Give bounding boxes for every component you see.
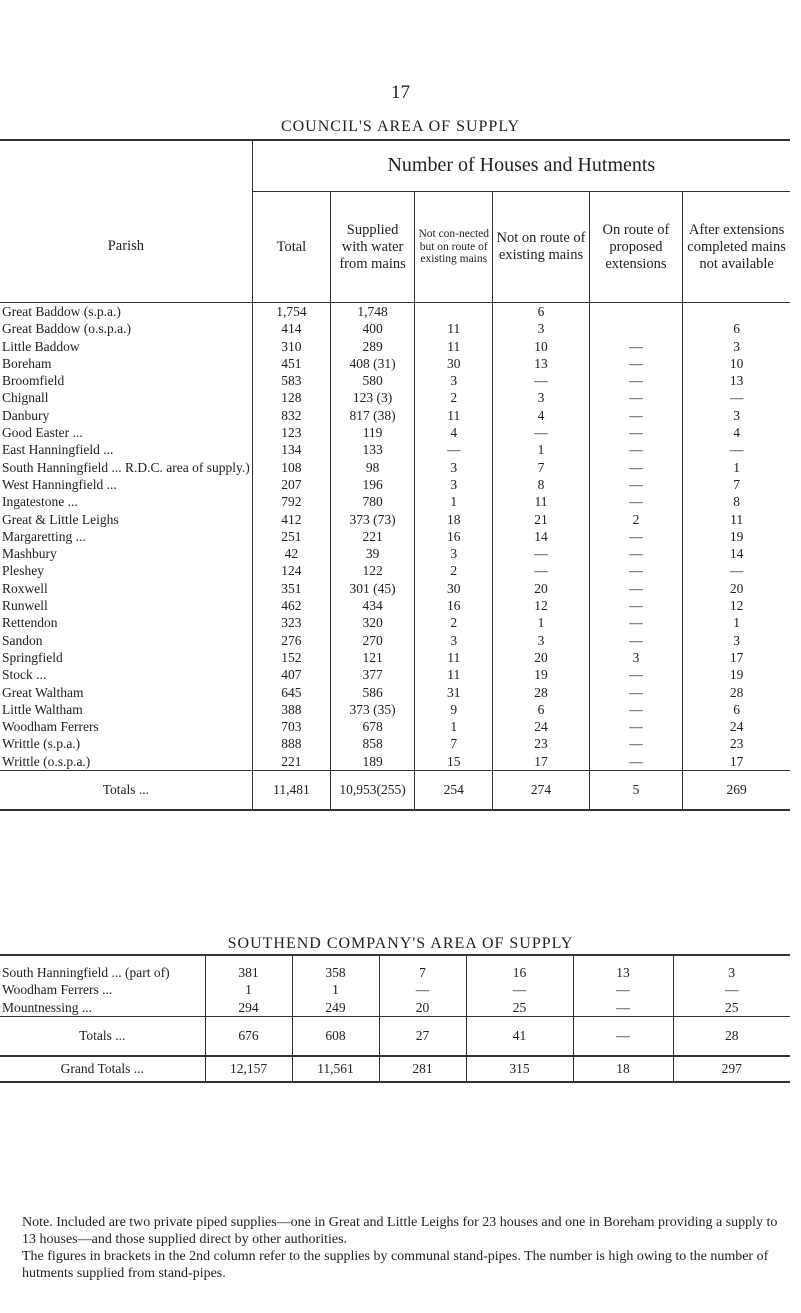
table-row xyxy=(0,955,790,981)
value-cell: 10 xyxy=(493,338,589,355)
value-cell: 9 xyxy=(415,701,493,718)
col-not-on-route: Not on route of existing mains xyxy=(493,192,589,303)
value-cell: 414 xyxy=(252,320,330,337)
value-cell: — xyxy=(573,999,673,1017)
council-supply-table xyxy=(0,139,790,811)
value-cell: 703 xyxy=(252,718,330,735)
value-cell: 3 xyxy=(589,649,683,666)
value-cell: 408 (31) xyxy=(331,355,415,372)
value-cell: 23 xyxy=(683,735,790,752)
col-proposed: On route of proposed extensions xyxy=(589,192,683,303)
parish-cell: Margaretting ... xyxy=(2,528,86,544)
value-cell: 294 xyxy=(205,999,292,1017)
value-cell: 25 xyxy=(466,999,573,1017)
value-cell: — xyxy=(589,528,683,545)
value-cell: 645 xyxy=(252,684,330,701)
parish-cell: Ingatestone ... xyxy=(2,494,78,510)
value-cell: 412 xyxy=(252,511,330,528)
value-cell: 3 xyxy=(415,459,493,476)
value-cell: 12 xyxy=(683,597,790,614)
value-cell: 2 xyxy=(415,562,493,579)
value-cell: 123 (3) xyxy=(331,389,415,406)
value-cell: 2 xyxy=(589,511,683,528)
table-row xyxy=(0,528,790,545)
value-cell: 792 xyxy=(252,493,330,510)
totals-row xyxy=(0,1016,790,1056)
value-cell: 251 xyxy=(252,528,330,545)
parish-cell: South Hanningfield ... (part of) xyxy=(0,955,205,981)
parish-cell: Grand Totals ... xyxy=(0,1056,205,1082)
table-row xyxy=(0,580,790,597)
table-row xyxy=(0,753,790,771)
value-cell: 19 xyxy=(493,666,589,683)
value-cell: 16 xyxy=(415,597,493,614)
value-cell: 388 xyxy=(252,701,330,718)
value-cell: 98 xyxy=(331,459,415,476)
note-brackets: The figures in brackets in the 2nd column refer to the supplies by communal stand-pipes. The number is high owing to the number of hutments supplied from stand-pipes. xyxy=(22,1249,769,1281)
value-cell: 3 xyxy=(415,476,493,493)
value-cell: — xyxy=(589,666,683,683)
parish-cell: South Hanningfield ... R.D.C. area of supply.) xyxy=(2,459,250,475)
value-cell: 28 xyxy=(683,684,790,701)
value-cell: 15 xyxy=(415,753,493,771)
parish-cell: Great Baddow (s.p.a.) xyxy=(2,304,121,319)
value-cell: — xyxy=(683,562,790,579)
southend-supply-table xyxy=(0,954,790,1083)
value-cell: 8 xyxy=(683,493,790,510)
value-cell: 134 xyxy=(252,441,330,458)
value-cell: 7 xyxy=(683,476,790,493)
value-cell: 434 xyxy=(331,597,415,614)
value-cell: 6 xyxy=(493,303,589,321)
value-cell: — xyxy=(589,459,683,476)
parish-cell: Great Waltham xyxy=(2,684,84,700)
value-cell: 14 xyxy=(683,545,790,562)
value-cell: 1,748 xyxy=(331,303,415,321)
value-cell: 381 xyxy=(205,955,292,981)
value-cell: — xyxy=(589,632,683,649)
value-cell: 10,953(255) xyxy=(331,771,415,811)
table-row xyxy=(0,441,790,458)
parish-cell: Good Easter ... xyxy=(2,425,83,441)
value-cell: 25 xyxy=(673,999,790,1017)
table-row xyxy=(0,597,790,614)
value-cell: 1 xyxy=(415,718,493,735)
value-cell: — xyxy=(573,981,673,998)
value-cell: 780 xyxy=(331,493,415,510)
value-cell: 11 xyxy=(415,666,493,683)
value-cell: 41 xyxy=(466,1016,573,1056)
parish-cell: Runwell xyxy=(2,598,48,614)
value-cell: 1 xyxy=(292,981,379,998)
value-cell: 3 xyxy=(415,632,493,649)
value-cell: 289 xyxy=(331,338,415,355)
value-cell: 274 xyxy=(493,771,589,811)
value-cell: — xyxy=(466,981,573,998)
table-row xyxy=(0,701,790,718)
col-not-connected: Not con-nected but on route of existing mains xyxy=(415,192,493,303)
value-cell: — xyxy=(589,355,683,372)
value-cell: 11 xyxy=(493,493,589,510)
value-cell: 3 xyxy=(415,545,493,562)
value-cell: 400 xyxy=(331,320,415,337)
group-header: Number of Houses and Hutments xyxy=(252,140,790,192)
value-cell: 583 xyxy=(252,372,330,389)
value-cell: 7 xyxy=(379,955,466,981)
col-supplied: Supplied with water from mains xyxy=(331,192,415,303)
parish-cell: Mountnessing ... xyxy=(2,999,93,1015)
parish-cell: Chignall xyxy=(2,390,49,406)
value-cell xyxy=(589,303,683,321)
value-cell: 3 xyxy=(493,389,589,406)
value-cell: 586 xyxy=(331,684,415,701)
value-cell: 11 xyxy=(415,338,493,355)
value-cell: 2 xyxy=(415,614,493,631)
value-cell: 254 xyxy=(415,771,493,811)
col-after-extensions: After extensions completed mains not available xyxy=(683,192,790,303)
value-cell: 1 xyxy=(493,441,589,458)
value-cell: 323 xyxy=(252,614,330,631)
value-cell: — xyxy=(589,753,683,771)
value-cell: — xyxy=(589,545,683,562)
value-cell: — xyxy=(589,476,683,493)
table-row xyxy=(0,459,790,476)
table-row xyxy=(0,981,790,998)
value-cell: 3 xyxy=(415,372,493,389)
value-cell xyxy=(415,303,493,321)
value-cell: 13 xyxy=(493,355,589,372)
value-cell: 4 xyxy=(415,424,493,441)
value-cell: 351 xyxy=(252,580,330,597)
value-cell: 3 xyxy=(683,407,790,424)
value-cell: 407 xyxy=(252,666,330,683)
value-cell: 832 xyxy=(252,407,330,424)
parish-cell: Totals ... xyxy=(0,1016,205,1056)
table-row xyxy=(0,614,790,631)
parish-cell: Mashbury xyxy=(2,546,57,562)
value-cell: 4 xyxy=(683,424,790,441)
value-cell: 3 xyxy=(683,632,790,649)
value-cell: 14 xyxy=(493,528,589,545)
value-cell: — xyxy=(415,441,493,458)
value-cell: 817 (38) xyxy=(331,407,415,424)
value-cell: 3 xyxy=(493,632,589,649)
value-cell: 196 xyxy=(331,476,415,493)
value-cell: 133 xyxy=(331,441,415,458)
value-cell: — xyxy=(683,441,790,458)
parish-cell: Little Baddow xyxy=(2,338,80,354)
value-cell: 580 xyxy=(331,372,415,389)
value-cell: — xyxy=(589,562,683,579)
value-cell: 119 xyxy=(331,424,415,441)
value-cell: 11 xyxy=(683,511,790,528)
value-cell: 121 xyxy=(331,649,415,666)
value-cell: — xyxy=(589,407,683,424)
value-cell: 24 xyxy=(493,718,589,735)
table-row xyxy=(0,511,790,528)
notes xyxy=(22,1214,792,1282)
value-cell: — xyxy=(493,424,589,441)
value-cell: 19 xyxy=(683,528,790,545)
value-cell: 39 xyxy=(331,545,415,562)
value-cell: 27 xyxy=(379,1016,466,1056)
value-cell: 42 xyxy=(252,545,330,562)
value-cell: — xyxy=(589,441,683,458)
value-cell: 20 xyxy=(683,580,790,597)
col-total: Total xyxy=(252,192,330,303)
value-cell: 207 xyxy=(252,476,330,493)
value-cell: 11 xyxy=(415,320,493,337)
value-cell: 249 xyxy=(292,999,379,1017)
southend-area-title: SOUTHEND COMPANY'S AREA OF SUPPLY xyxy=(227,935,574,952)
value-cell: 3 xyxy=(683,338,790,355)
value-cell: 888 xyxy=(252,735,330,752)
parish-cell: East Hanningfield ... xyxy=(2,442,114,458)
value-cell: 608 xyxy=(292,1016,379,1056)
value-cell: 28 xyxy=(673,1016,790,1056)
value-cell: 16 xyxy=(415,528,493,545)
value-cell: — xyxy=(589,372,683,389)
parish-cell: Writtle (s.p.a.) xyxy=(2,736,81,752)
value-cell: — xyxy=(683,389,790,406)
value-cell: 2 xyxy=(415,389,493,406)
table-row xyxy=(0,407,790,424)
value-cell xyxy=(683,303,790,321)
value-cell: 297 xyxy=(673,1056,790,1082)
value-cell: 12,157 xyxy=(205,1056,292,1082)
value-cell: 373 (35) xyxy=(331,701,415,718)
value-cell: 123 xyxy=(252,424,330,441)
table-row xyxy=(0,303,790,321)
table-row xyxy=(0,718,790,735)
parish-cell: Little Waltham xyxy=(2,701,83,717)
parish-cell: Danbury xyxy=(2,407,50,423)
value-cell: 21 xyxy=(493,511,589,528)
value-cell: 7 xyxy=(415,735,493,752)
value-cell: — xyxy=(589,735,683,752)
parish-cell: Stock ... xyxy=(2,667,47,683)
grand-totals-row xyxy=(0,1056,790,1082)
value-cell: — xyxy=(493,372,589,389)
value-cell: 3 xyxy=(493,320,589,337)
value-cell: 6 xyxy=(683,320,790,337)
value-cell: 24 xyxy=(683,718,790,735)
table-row xyxy=(0,320,790,337)
value-cell: 152 xyxy=(252,649,330,666)
parish-cell: Springfield xyxy=(2,649,63,665)
value-cell: 301 (45) xyxy=(331,580,415,597)
value-cell: 20 xyxy=(493,580,589,597)
value-cell: 1 xyxy=(683,614,790,631)
value-cell: 122 xyxy=(331,562,415,579)
parish-cell: Roxwell xyxy=(2,580,48,596)
table-row xyxy=(0,684,790,701)
value-cell: 13 xyxy=(573,955,673,981)
value-cell: — xyxy=(589,597,683,614)
value-cell: 8 xyxy=(493,476,589,493)
value-cell: 11,481 xyxy=(252,771,330,811)
parish-cell: Great Baddow (o.s.p.a.) xyxy=(2,321,131,337)
value-cell: 17 xyxy=(493,753,589,771)
value-cell: — xyxy=(589,424,683,441)
table-row xyxy=(0,424,790,441)
value-cell: 221 xyxy=(331,528,415,545)
table-row xyxy=(0,355,790,372)
parish-cell: Boreham xyxy=(2,355,52,371)
value-cell: 31 xyxy=(415,684,493,701)
note-private-supplies: Note. Included are two private piped supplies—one in Great and Little Leighs for 23 houses and one in Boreham providing a supply to 13 houses—and those supplied direct by other authorities. xyxy=(22,1215,778,1247)
value-cell: — xyxy=(589,614,683,631)
value-cell: 23 xyxy=(493,735,589,752)
value-cell: 377 xyxy=(331,666,415,683)
table-row xyxy=(0,493,790,510)
parish-cell: Sandon xyxy=(2,632,43,648)
value-cell: 19 xyxy=(683,666,790,683)
table-row xyxy=(0,389,790,406)
value-cell: — xyxy=(379,981,466,998)
value-cell: 6 xyxy=(683,701,790,718)
value-cell: 16 xyxy=(466,955,573,981)
value-cell: 11 xyxy=(415,649,493,666)
table-row xyxy=(0,476,790,493)
table-row xyxy=(0,649,790,666)
value-cell: 189 xyxy=(331,753,415,771)
value-cell: 358 xyxy=(292,955,379,981)
value-cell: 276 xyxy=(252,632,330,649)
value-cell: — xyxy=(589,338,683,355)
value-cell: 4 xyxy=(493,407,589,424)
value-cell: — xyxy=(589,389,683,406)
value-cell: — xyxy=(589,718,683,735)
table-row xyxy=(0,632,790,649)
value-cell: 373 (73) xyxy=(331,511,415,528)
value-cell xyxy=(589,320,683,337)
value-cell: — xyxy=(673,981,790,998)
col-parish: Parish xyxy=(0,192,252,303)
value-cell: 315 xyxy=(466,1056,573,1082)
value-cell: 30 xyxy=(415,580,493,597)
parish-cell: West Hanningfield ... xyxy=(2,476,117,492)
value-cell: 1 xyxy=(415,493,493,510)
value-cell: 20 xyxy=(493,649,589,666)
value-cell: 281 xyxy=(379,1056,466,1082)
value-cell: 858 xyxy=(331,735,415,752)
parish-cell: Writtle (o.s.p.a.) xyxy=(2,753,91,769)
table-row xyxy=(0,666,790,683)
value-cell: — xyxy=(573,1016,673,1056)
value-cell: 11 xyxy=(415,407,493,424)
value-cell: 18 xyxy=(573,1056,673,1082)
table-row xyxy=(0,338,790,355)
parish-cell: Rettendon xyxy=(2,615,58,631)
table-row xyxy=(0,562,790,579)
value-cell: 310 xyxy=(252,338,330,355)
page-number: 17 xyxy=(391,82,410,103)
parish-cell: Woodham Ferrers ... xyxy=(2,982,113,998)
value-cell: 17 xyxy=(683,753,790,771)
table-row xyxy=(0,372,790,389)
value-cell: 11,561 xyxy=(292,1056,379,1082)
value-cell: — xyxy=(589,493,683,510)
parish-cell: Great & Little Leighs xyxy=(2,511,119,527)
parish-cell: Woodham Ferrers xyxy=(2,719,99,735)
value-cell: 1 xyxy=(493,614,589,631)
table-row xyxy=(0,735,790,752)
value-cell: 1 xyxy=(205,981,292,998)
value-cell: 20 xyxy=(379,999,466,1017)
totals-row xyxy=(0,771,790,811)
value-cell: 10 xyxy=(683,355,790,372)
value-cell: 17 xyxy=(683,649,790,666)
value-cell: 270 xyxy=(331,632,415,649)
value-cell: 5 xyxy=(589,771,683,811)
value-cell: 462 xyxy=(252,597,330,614)
value-cell: 13 xyxy=(683,372,790,389)
table-row xyxy=(0,545,790,562)
value-cell: 6 xyxy=(493,701,589,718)
value-cell: 7 xyxy=(493,459,589,476)
parish-cell: Pleshey xyxy=(2,563,44,579)
value-cell: 128 xyxy=(252,389,330,406)
parish-cell: Totals ... xyxy=(0,771,252,811)
value-cell: — xyxy=(589,684,683,701)
value-cell: 12 xyxy=(493,597,589,614)
value-cell: 18 xyxy=(415,511,493,528)
value-cell: — xyxy=(493,562,589,579)
value-cell: 3 xyxy=(673,955,790,981)
council-area-title: COUNCIL'S AREA OF SUPPLY xyxy=(280,118,521,135)
value-cell: 269 xyxy=(683,771,790,811)
value-cell: 678 xyxy=(331,718,415,735)
value-cell: 221 xyxy=(252,753,330,771)
value-cell: 320 xyxy=(331,614,415,631)
table-row xyxy=(0,999,790,1017)
value-cell: 1 xyxy=(683,459,790,476)
value-cell: — xyxy=(493,545,589,562)
value-cell: 108 xyxy=(252,459,330,476)
value-cell: — xyxy=(589,701,683,718)
value-cell: 676 xyxy=(205,1016,292,1056)
value-cell: — xyxy=(589,580,683,597)
parish-cell: Broomfield xyxy=(2,373,65,389)
value-cell: 28 xyxy=(493,684,589,701)
value-cell: 451 xyxy=(252,355,330,372)
value-cell: 124 xyxy=(252,562,330,579)
value-cell: 1,754 xyxy=(252,303,330,321)
value-cell: 30 xyxy=(415,355,493,372)
